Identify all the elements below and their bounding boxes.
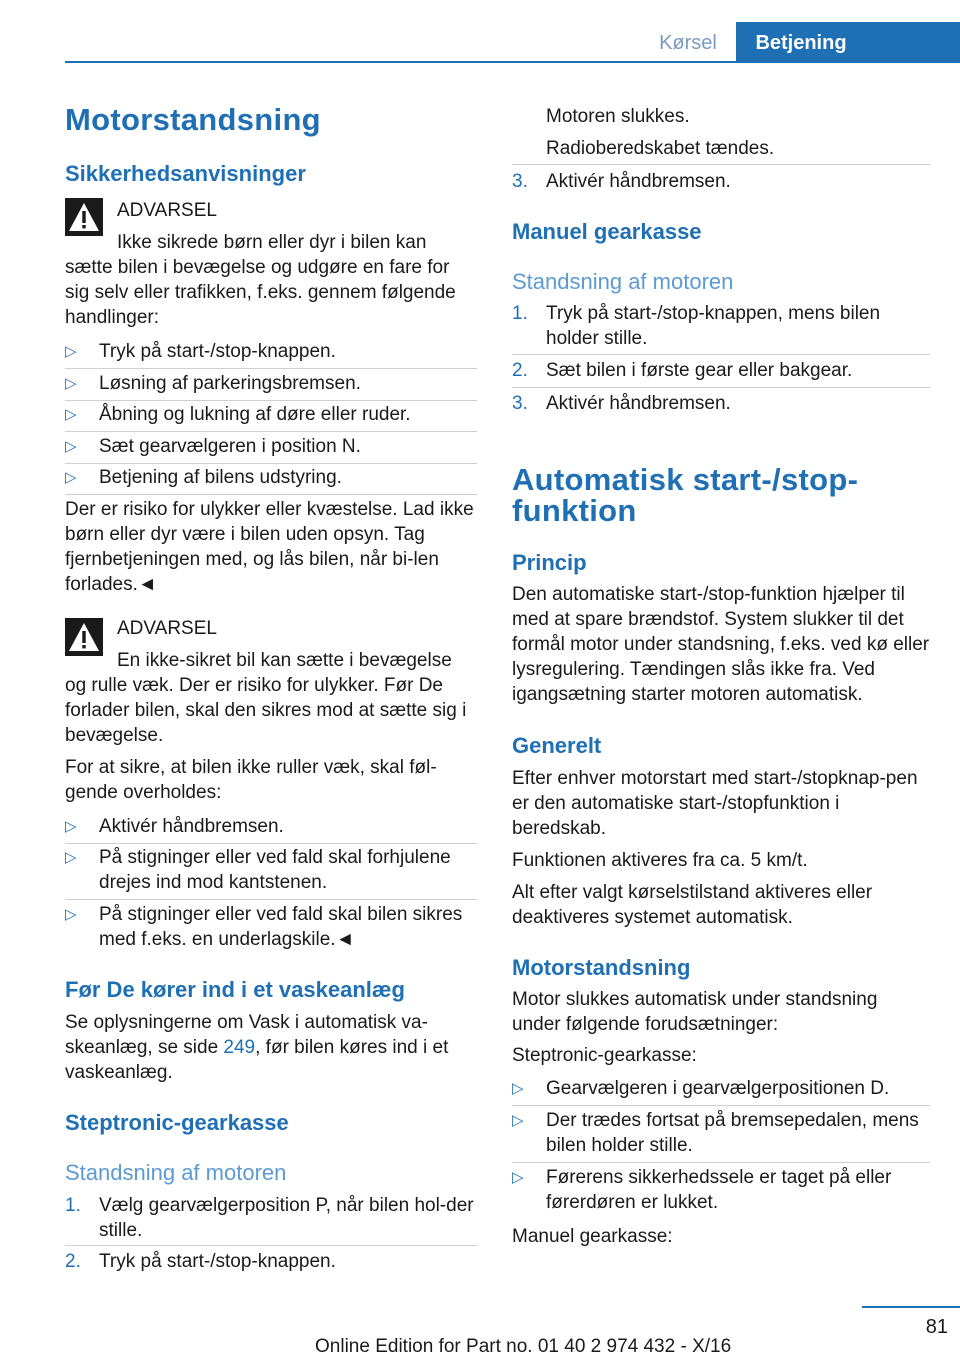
bullet-icon: ▷ [65,438,77,455]
divider [512,1162,930,1163]
manual-heading: Manuel gearkasse [512,219,702,244]
stop-heading: Motorstandsning [512,955,691,980]
bullet-icon: ▷ [65,406,77,423]
header-section-tab[interactable]: Kørsel [659,32,717,54]
list-item: ▷ Åbning og lukning af døre eller ruder. [65,404,411,425]
general-text: Funktionen aktiveres fra ca. 5 km/t. [512,850,808,871]
section-title: Motorstandsning [65,102,321,137]
list-item: ▷ På stigninger eller ved fald skal forhjulene drejes ind mod kantstenen. [65,847,451,893]
list-item: ▷ Gearvælgeren i gearvælgerpositionen D. [512,1078,890,1099]
divider [65,431,477,432]
warning-triangle-icon [65,618,103,656]
steptronic-heading: Steptronic-gearkasse [65,1110,289,1135]
footer-rule [862,1306,960,1308]
bullet-icon: ▷ [512,1080,524,1097]
list-item: ▷ Sæt gearvælgeren i position N. [65,436,361,457]
divider [65,400,477,401]
bullet-icon: ▷ [65,469,77,486]
warning-label: ADVARSEL [117,618,217,639]
auto-title-line2: funktion [512,493,637,528]
manual-stop-heading: Standsning af motoren [512,269,734,294]
list-item: 2. Tryk på start-/stop-knappen. [65,1251,336,1272]
header-active-tab[interactable]: Betjening [736,22,866,62]
safety-heading: Sikkerhedsanvisninger [65,161,306,186]
list-item: ▷ Der trædes fortsat på bremsepedalen, mens bilen holder stille. [512,1110,919,1156]
list-item: 3. Aktivér håndbremsen. [512,171,731,192]
list-item: 3. Aktivér håndbremsen. [512,393,731,414]
list-item: ▷ Tryk på start-/stop-knappen. [65,341,336,362]
divider [65,463,477,464]
bullet-icon: ▷ [512,1112,524,1129]
list-item: ▷ Førerens sikkerhedssele er taget på eller førerdøren er lukket. [512,1167,892,1213]
divider [65,899,477,900]
warning-intro: For at sikre, at bilen ikke ruller væk, skal føl-gende overholdes: [65,757,437,803]
bullet-icon: ▷ [65,849,77,866]
general-text: Efter enhver motorstart med start-/stopknap-pen er den automatiske start-/stopfunktion i beredskab. [512,768,918,839]
list-item: ▷ Løsning af parkeringsbremsen. [65,373,361,394]
warning-text: sætte bilen i bevægelse og udgøre en fare for sig selv eller trafikken, f.eks. gennem følgende handlinger: [65,257,456,328]
carwash-heading: Før De kører ind i et vaskeanlæg [65,977,405,1002]
page-number: 81 [925,1316,948,1338]
divider [65,368,477,369]
divider [65,843,477,844]
step-number: 3. [512,393,528,414]
principle-text: Den automatiske start-/stop-funktion hjælper til med at spare brændstof. System slukker til det formål motor under standsning, f.eks. ved kø eller lysregulering. Tændingen slås ikke fra. Ved igangsætning starter motoren automatisk. [512,584,930,705]
header-rule [65,61,960,63]
bullet-icon: ▷ [65,375,77,392]
warning-triangle-icon [65,198,103,236]
bullet-icon: ▷ [65,343,77,360]
stop-engine-heading: Standsning af motoren [65,1160,287,1185]
stop-steptronic-label: Steptronic-gearkasse: [512,1045,697,1066]
divider [512,164,930,165]
continued-text: Radioberedskabet tændes. [546,138,775,159]
general-heading: Generelt [512,733,602,758]
list-item: ▷ Aktivér håndbremsen. [65,816,284,837]
stop-manual-label: Manuel gearkasse: [512,1226,673,1247]
step-number: 2. [65,1251,81,1272]
list-item: 2. Sæt bilen i første gear eller bakgear. [512,360,853,381]
principle-heading: Princip [512,550,587,575]
step-number: 1. [512,303,528,324]
carwash-text: Se oplysningerne om Vask i automatisk va-skeanlæg, se side 249, før bilen køres ind i et vaskeanlæg. [65,1012,449,1083]
list-item: ▷ På stigninger eller ved fald skal bilen sikres med f.eks. en underlagskile.◄ [65,904,463,950]
auto-title-line1: Automatisk start-/stop- [512,462,859,497]
divider [65,494,477,495]
warning-text-first-line: En ikke-sikret bil kan sætte i bevægelse [117,650,452,671]
warning-label: ADVARSEL [117,200,217,221]
list-item: 1. Vælg gearvælgerposition P, når bilen hol-der stille. [65,1195,474,1241]
bullet-icon: ▷ [65,818,77,835]
step-number: 2. [512,360,528,381]
bullet-icon: ▷ [65,906,77,923]
warning-text: og rulle væk. Der er risiko for ulykker. Før De forlader bilen, skal den sikres mod at sætte sig i bevægelse. [65,675,467,746]
list-item: 1. Tryk på start-/stop-knappen, mens bilen holder stille. [512,303,881,349]
general-text: Alt efter valgt kørselstilstand aktiveres eller deaktiveres systemet automatisk. [512,882,873,928]
warning-text-first-line: Ikke sikrede børn eller dyr i bilen kan [117,232,427,253]
divider [512,1105,930,1106]
step-number: 1. [65,1195,81,1216]
edition-footer: Online Edition for Part no. 01 40 2 974 432 - X/16 [315,1336,732,1357]
bullet-icon: ▷ [512,1169,524,1186]
divider [512,387,930,388]
divider [65,1245,477,1246]
divider [512,354,930,355]
stop-text: Motor slukkes automatisk under standsning under følgende forudsætninger: [512,989,878,1035]
step-number: 3. [512,171,528,192]
header-bar [866,22,960,62]
page-link[interactable]: 249 [223,1037,256,1058]
warning-conclusion: Der er risiko for ulykker eller kvæstelse. Lad ikke børn eller dyr være i bilen uden opsyn. Tag fjernbetjeningen med, og lås bilen, når bi-len forlades.◄ [65,499,474,595]
list-item: ▷ Betjening af bilens udstyring. [65,467,342,488]
continued-text: Motoren slukkes. [546,106,690,127]
